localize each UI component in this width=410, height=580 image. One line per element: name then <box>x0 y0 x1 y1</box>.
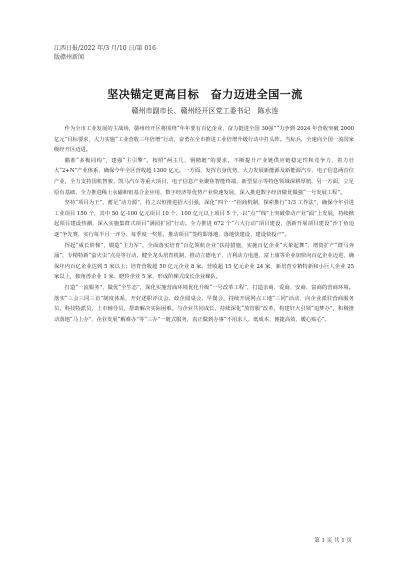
paragraph: 作为全市工业发展的主战场，赣州经开区将围绕“年年要有百亿企业，奋力挺进全国 30强”“力争到 2024 年营收突破 2000 亿元”目标要求，大力实施“工业营收三年倍增”行动，奋勇在全市推进工业倍增升级行动中打头阵。当标兵，全速向全国一流国家级经开区迈进。 <box>54 126 354 154</box>
paragraph: 打造“一流服务”，做优“全生态”，深化实施营商环境优化升级“一号改革工程”，打造亲商、爱商、安商、富商的营商环境。落实“三会三同三访”制度体系，开好述职评议会、政企圆桌会、早餐会，持续开展网点工地“三同”活动，向企业派驻营商服务员、科技特派员，上市辅导员，帮助解决实际困难。与企业共同成长，持续深化“放管服”改革，构建好大引领“追梦办”，积极推动落地“马上办”，企业发展“解难办”等“三办”一链式服务，真正做到办事“不用求人、低成本、便捷高效、暖心贴心”。 <box>54 284 354 323</box>
article-headline: 坚决锚定更高目标 奋力迈进全国一流 <box>107 88 303 101</box>
article-byline: 赣州市副市长、赣州经开区党工委书记 陈水连 <box>131 107 279 115</box>
paragraph: 挥起“威长阶梯”，锻造“主力军”，全面落实培育“百亿领航企业”扶持措施，实施百亿企业“大象起舞”、增资扩产“群马奔涌”、专精特新“萤火虫”点亮等行动，健全龙头培育机制，推动立德电子、吉利动力电池、富士康等企业加快向百亿企业迈进，确保年内百亿企业达到 5 家以上；培育营收超 50 亿元企业 8 家、营收超 15 亿元企业 24 家，新培育专精特新和小巨人企业 25 家以上，独角兽企业 1 家、瞪羚企业 5 家，形成阶梯式成长企业梯队。 <box>54 242 354 281</box>
article-body <box>54 124 354 325</box>
page-footer: 第 1 页 共 1 页 <box>314 538 352 544</box>
section-line: 版赣州新闻 <box>54 54 85 61</box>
source-line: 江西日报/2022 年/3 月/10 日/第 016 <box>54 45 156 52</box>
paragraph: 瞄准“多极同构”，建强“主引擎”。按照“两主几、钢精链”的要求，不断提升产业链供应链稳定性和竞争力，着力壮大“2+N”产业体系，确保今年全区营收超 1300 亿元。一方面，发挥自身优势，大力发展新能源及新能源汽车、电子信息两首位产业，全力支持国机智骏、凯马汽车等重大项目，电子信息产业聚焦智能终端、新型显示等特色领域深耕厚植，另一方面，立足原有基础，全力推进稀土永磁和铝基合金应用、数字经济等优势产业快速发展，深入推进数字经济做优做强“一号发展工程”。 <box>54 157 354 196</box>
paragraph: 坚持“项目为王”，蓄足“动力源”，持之以恒推进招大引强，深化“四个一”招商机制，探索推行“1/3 工作法”，确保今年引进工业项目 150 个，其中 50 亿-100 亿元项目 10 个、100 亿元以上项目 5 个，以“点”“线”上突破带动产业“面”上发展，持续掀起项目建设热潮，深入实施集群式项目“满园扩园”行动。全力推进 672 个“六大行动”项目建设，创新开展项目建设“沙丁鱼追逐”争先赛，实行每半月一评分、每季度一奖惩，推动项目“签约即落地、落地快建设、建设快投产”。 <box>54 200 354 238</box>
source-metadata <box>54 44 156 62</box>
